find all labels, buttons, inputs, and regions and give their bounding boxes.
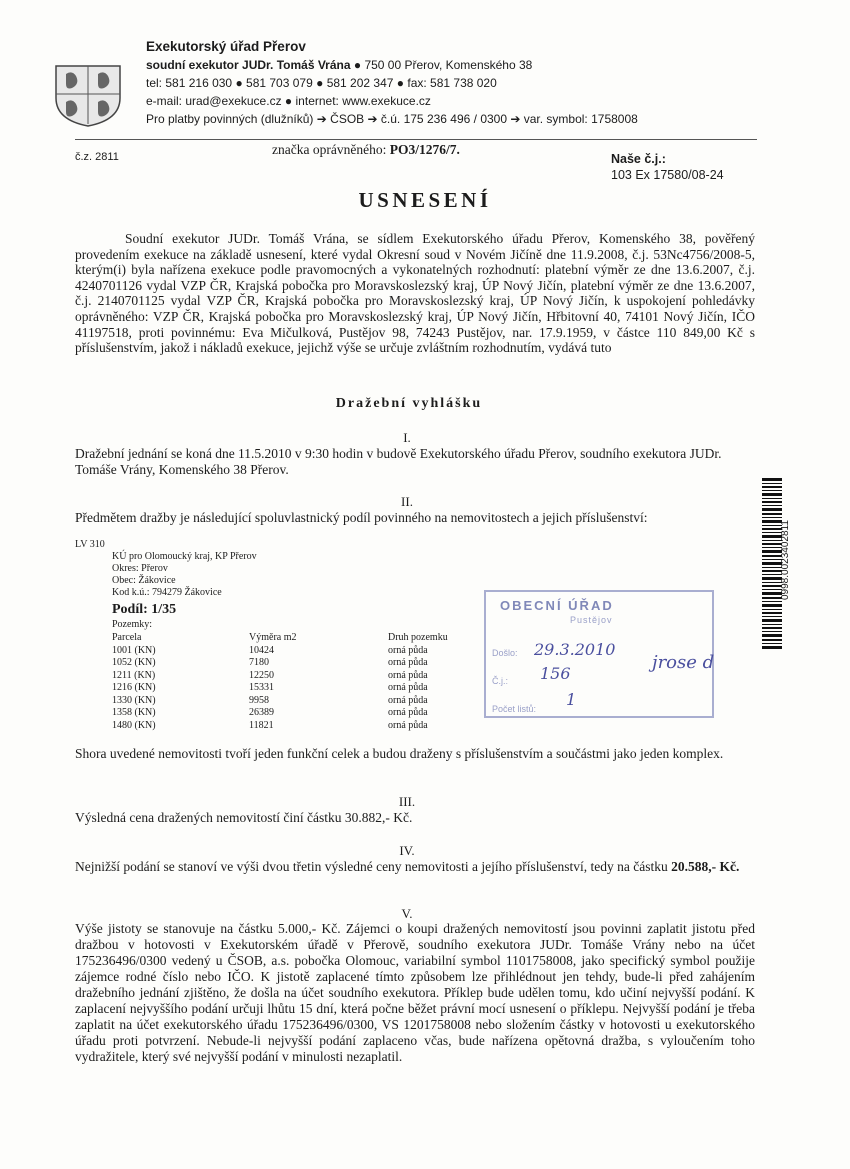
area: 26389 [249,707,274,718]
section-5-text: Výše jistoty se stanovuje na částku 5.000,- Kč. Zájemci o koupi dražených nemovitostí jsou povinni zaplatit jistotu před dražbou v hotovosti v Exekutorském úřadě v Přerově, soudního exekutora JUDr. Tomáše Vrány nebo na účet 175236496/0300 vedený u ČSOB, a.s. pobočka Olomouc, variabilní symbol 1101758008, jako specifický symbol použije zájemce rodné číslo nebo IČO. K jistotě zaplacené tímto způsobem lze přihlédnout jen tehdy, bude-li před zahájením dražebního jednání zjištěno, že došla na účet soudního exekutora. Příklep bude udělen tomu, kdo učiní nejvyšší podání. K zaplacení nejvyššího podání určuji lhůtu 15 dní, která počne běžet právní mocí usnesení o příklepu. Nejvyšší podání je třeba zaplatit na účet exekutorského úřadu 175236496/0300, VS 1201758008 nebo složením částky v hotovosti u exekutorského úřadu proti potvrzení. Nebude-li nejvyšší podání zaplaceno včas, bude nařízena opětovná dražba, s vyloučením toho vydražitele, který své nejvyšší podání v minulosti nezaplatil. [75,921,755,1064]
land-type: orná půda [388,669,428,681]
land-type: orná půda [388,644,428,656]
district: Okres: Přerov [112,563,168,574]
section-5-number: V. [401,906,413,921]
phone-2: 581 703 079 [246,76,313,90]
table-row [112,670,488,683]
table-row [112,695,488,708]
tel-label: tel: [146,76,163,90]
area: 9958 [249,694,269,706]
executor-name: soudní exekutor JUDr. Tomáš Vrána [146,58,351,72]
municipality: Obec: Žákovice [112,575,176,586]
section-2-number: II. [401,494,413,509]
auction-notice-title: Dražební vyhlášku [335,396,483,411]
stamp-count-label: Počet listů: [492,704,537,714]
share: Podíl: 1/35 [112,602,177,617]
section-1-number: I. [403,430,411,445]
arrow-icon: ➔ [367,112,381,126]
intro-paragraph: Soudní exekutor JUDr. Tomáš Vrána, se sídlem Exekutorského úřadu Přerov, Komenského 38, pověřený provedením exekuce na základě usnesení, které vydal Okresní soud v Novém Jičíně dne 11.9.2008, č.j. 53Nc4756/2008-5, kterým(i) byla nařízena exekuce podle pravomocných a vykonatelných rozhodnutí: platební výměr ze dne 13.6.2007, č.j. 4240701126 vydal VZP ČR, Krajská pobočka pro Moravskoslezský kraj, ÚP Nový Jičín, platební výměr ze dne 13.6.2007, č.j. 2140701125 vydal VZP ČR, Krajská pobočka pro Moravskoslezský kraj, ÚP Nový Jičín, k uspokojení pohledávky oprávněného: VZP ČR, Krajská pobočka pro Moravskoslezský kraj, ÚP Nový Jičín, Hřbitovní 40, 74101 Nový Jičín, IČO 41197518, proti povinnému: Eva Mičulková, Pustějov 98, 74243 Pustějov, nar. 17.9.1959, v částce 110 849,00 Kč s příslušenstvím, jakož i nákladů exekuce, jejichž výše se určuje zvláštním rozhodnutím, vydává tuto [75,231,755,356]
area: 11821 [249,719,274,731]
stamp-cj-label: Č.j.: [492,676,509,686]
section-1-text: Dražební jednání se koná dne 11.5.2010 v 9:30 hodin v budově Exekutorského úřadu Přerov, soudního exekutora JUDr. Tomáše Vrány, Komenského 38 Přerov. [75,446,722,477]
email-line [146,92,431,111]
area: 7180 [249,657,269,668]
section-4-number: IV. [399,843,415,858]
phone-3: 581 202 347 [326,76,394,90]
land-type: orná půda [388,719,428,731]
area: 10424 [249,644,274,656]
parcel: 1480 (KN) [112,719,156,731]
lv-number: LV 310 [75,539,105,550]
our-ref-value: 103 Ex 17580/08-24 [611,168,724,182]
variable-symbol: var. symbol: 1758008 [523,112,638,126]
stamp-initials: jrose d [652,652,715,673]
land-type: orná půda [388,707,428,718]
phone-1: 581 216 030 [165,76,233,90]
parcel: 1052 (KN) [112,657,156,668]
parcel: 1001 (KN) [112,644,156,656]
area: 12250 [249,669,274,681]
our-ref-label: Naše č.j.: [611,152,666,166]
table-row [112,720,488,733]
email: e-mail: urad@exekuce.cz [146,94,282,108]
section-4-text [75,859,755,875]
section-2-text: Předmětem dražby je následující spoluvlastnický podíl povinného na nemovitostech a jejich příslušenství: [75,510,648,525]
arrow-icon: ➔ [316,112,331,126]
stamp-title: OBECNÍ ÚŘAD [500,598,614,613]
table-row [112,645,488,658]
payment-line [146,110,638,129]
land-type: orná půda [388,694,428,706]
bullet-icon: ● [316,76,327,90]
contact-line [146,74,497,93]
arrow-icon: ➔ [510,112,524,126]
cadastral-code: Kod k.ú.: 794279 Žákovice [112,587,222,598]
fax: fax: 581 738 020 [407,76,497,90]
znacka-value: PO3/1276/7. [389,142,460,157]
office-name: Exekutorský úřad Přerov [146,39,306,54]
parcels-label: Pozemky: [112,619,152,630]
internet: internet: www.exekuce.cz [295,94,431,108]
land-type: orná půda [388,657,428,668]
table-row [112,707,488,720]
parcels-table [112,632,488,732]
bullet-icon: ● [353,58,365,72]
lowest-bid-amount: 20.588,- Kč. [671,859,740,874]
col-parcel: Parcela [112,632,142,643]
parcel: 1358 (KN) [112,707,156,718]
section-3-number: III. [398,794,416,809]
section-2-note: Shora uvedené nemovitosti tvoří jeden funkční celek a budou draženy s příslušenstvím a součástmi jako jeden komplex. [75,746,724,761]
parcel: 1216 (KN) [112,682,156,693]
table-row [112,657,488,670]
section-3-text: Výsledná cena dražených nemovitostí činí částku 30.882,- Kč. [75,810,413,825]
executor-line [146,56,532,75]
stamp-place: Pustějov [570,615,613,625]
table-row [112,682,488,695]
payments-label: Pro platby povinných (dlužníků) [146,112,314,126]
cadastral-office: KÚ pro Olomoucký kraj, KP Přerov [112,551,257,562]
stamp-count: 1 [566,690,577,709]
bank: ČSOB [330,112,365,126]
znacka-label: značka oprávněného: [272,142,387,157]
document-title: USNESENÍ [358,188,492,212]
parcel: 1211 (KN) [112,669,156,681]
account: č.ú. 175 236 496 / 0300 [380,112,508,126]
section-4-body: Nejnižší podání se stanoví ve výši dvou třetin výsledné ceny nemovitosti a jejího příslušenství, tedy na částku [75,859,672,874]
stamp-date: 29.3.2010 [534,640,616,659]
cz-number: č.z. 2811 [75,151,119,163]
executor-address: 750 00 Přerov, Komenského 38 [364,58,533,72]
land-type: orná půda [388,682,428,693]
area: 15331 [249,682,274,693]
table-header [112,632,488,645]
col-type: Druh pozemku [388,632,448,643]
parcel: 1330 (KN) [112,694,156,706]
state-emblem-icon [48,62,128,128]
bullet-icon: ● [235,76,247,90]
bullet-icon: ● [284,94,296,108]
col-area: Výměra m2 [249,632,297,643]
claimant-reference [272,142,460,158]
stamp-cj: 156 [540,664,571,683]
stamp-date-label: Došlo: [492,648,518,658]
barcode-icon [762,478,782,650]
bullet-icon: ● [396,76,408,90]
header-divider [75,139,757,140]
barcode-number: 0998.0023402811 [780,520,791,600]
